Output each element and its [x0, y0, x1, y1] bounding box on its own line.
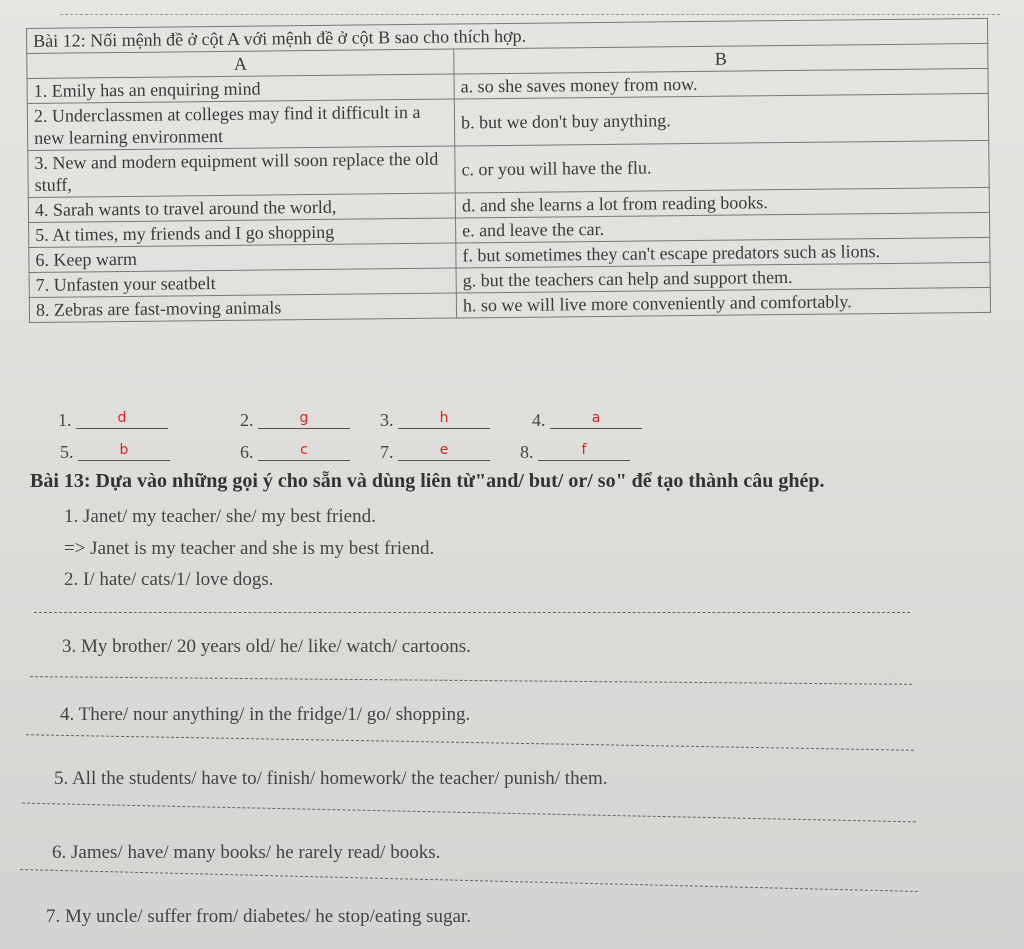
answer-item — [380, 410, 490, 433]
answer-blank[interactable]: b — [78, 442, 170, 461]
answer-number: 1. — [58, 410, 72, 430]
clause-a: 6. Keep warm — [29, 243, 456, 272]
clause-b: e. and leave the car. — [456, 212, 990, 243]
clause-b: d. and she learns a lot from reading books. — [455, 187, 989, 218]
matching-table — [26, 18, 991, 323]
answer-line[interactable] — [34, 612, 910, 613]
answer-number: 2. — [240, 410, 254, 430]
prompt-item: 3. My brother/ 20 years old/ he/ like/ watch/ cartoons. — [62, 636, 471, 657]
answer-line[interactable] — [30, 676, 912, 685]
answer-blank[interactable]: a — [550, 410, 642, 429]
answer-blank[interactable]: d — [76, 410, 168, 429]
clause-a: 7. Unfasten your seatbelt — [29, 268, 456, 297]
clause-a: 2. Underclassmen at colleges may find it difficult in a new learning environment — [27, 99, 454, 150]
answer-item — [240, 442, 350, 465]
example-answer: => Janet is my teacher and she is my best friend. — [64, 538, 435, 559]
answer-number: 6. — [240, 442, 254, 462]
clause-a: 3. New and modern equipment will soon replace the old stuff, — [28, 146, 455, 197]
clause-a: 4. Sarah wants to travel around the world, — [28, 193, 455, 222]
answer-line[interactable] — [26, 734, 914, 750]
clause-b: b. but we don't buy anything. — [454, 93, 988, 146]
answer-line[interactable] — [22, 803, 916, 823]
answer-item — [532, 410, 642, 433]
clause-a: 8. Zebras are fast-moving animals — [29, 293, 456, 322]
exercise13-title: Bài 13: Dựa vào những gọi ý cho sẵn và dùng liên từ"and/ but/ or/ so" để tạo thành câu ghép. — [30, 470, 825, 492]
top-divider — [60, 14, 1000, 15]
clause-b: g. but the teachers can help and support them. — [456, 262, 990, 293]
answer-item — [520, 442, 630, 465]
answer-blank[interactable]: c — [258, 442, 350, 461]
prompt-item: 7. My uncle/ suffer from/ diabetes/ he stop/eating sugar. — [46, 906, 471, 927]
column-b-header: B — [454, 43, 988, 74]
clause-b: f. but sometimes they can't escape predators such as lions. — [456, 237, 990, 268]
answer-item — [240, 410, 350, 433]
column-a-header: A — [27, 49, 454, 78]
answer-item — [60, 442, 170, 465]
answer-blank[interactable]: f — [538, 442, 630, 461]
answer-item — [380, 442, 490, 465]
answer-blank[interactable]: h — [398, 410, 490, 429]
answer-blank[interactable]: e — [398, 442, 490, 461]
prompt-item: 2. I/ hate/ cats/1/ love dogs. — [64, 569, 274, 590]
prompt-item: 4. There/ nour anything/ in the fridge/1/ go/ shopping. — [60, 704, 471, 725]
answer-number: 5. — [60, 442, 74, 462]
prompt-item: 5. All the students/ have to/ finish/ homework/ the teacher/ punish/ them. — [54, 768, 608, 789]
clause-a: 5. At times, my friends and I go shopping — [29, 218, 456, 247]
answer-item — [58, 410, 168, 433]
answer-number: 3. — [380, 410, 394, 430]
prompt-item: 6. James/ have/ many books/ he rarely read/ books. — [52, 842, 441, 863]
answer-number: 8. — [520, 442, 534, 462]
exercise12-title: Bài 12: Nối mệnh đề ở cột A với mệnh đề ở cột B sao cho thích hợp. — [27, 18, 988, 53]
answer-blank[interactable]: g — [258, 410, 350, 429]
clause-b: h. so we will live more conveniently and comfortably. — [456, 287, 990, 318]
answer-line[interactable] — [20, 869, 918, 892]
answer-number: 7. — [380, 442, 394, 462]
clause-b: c. or you will have the flu. — [455, 140, 989, 193]
answer-number: 4. — [532, 410, 546, 430]
clause-b: a. so she saves money from now. — [454, 68, 988, 99]
clause-a: 1. Emily has an enquiring mind — [27, 74, 454, 103]
prompt-item: 1. Janet/ my teacher/ she/ my best friend. — [64, 506, 376, 527]
